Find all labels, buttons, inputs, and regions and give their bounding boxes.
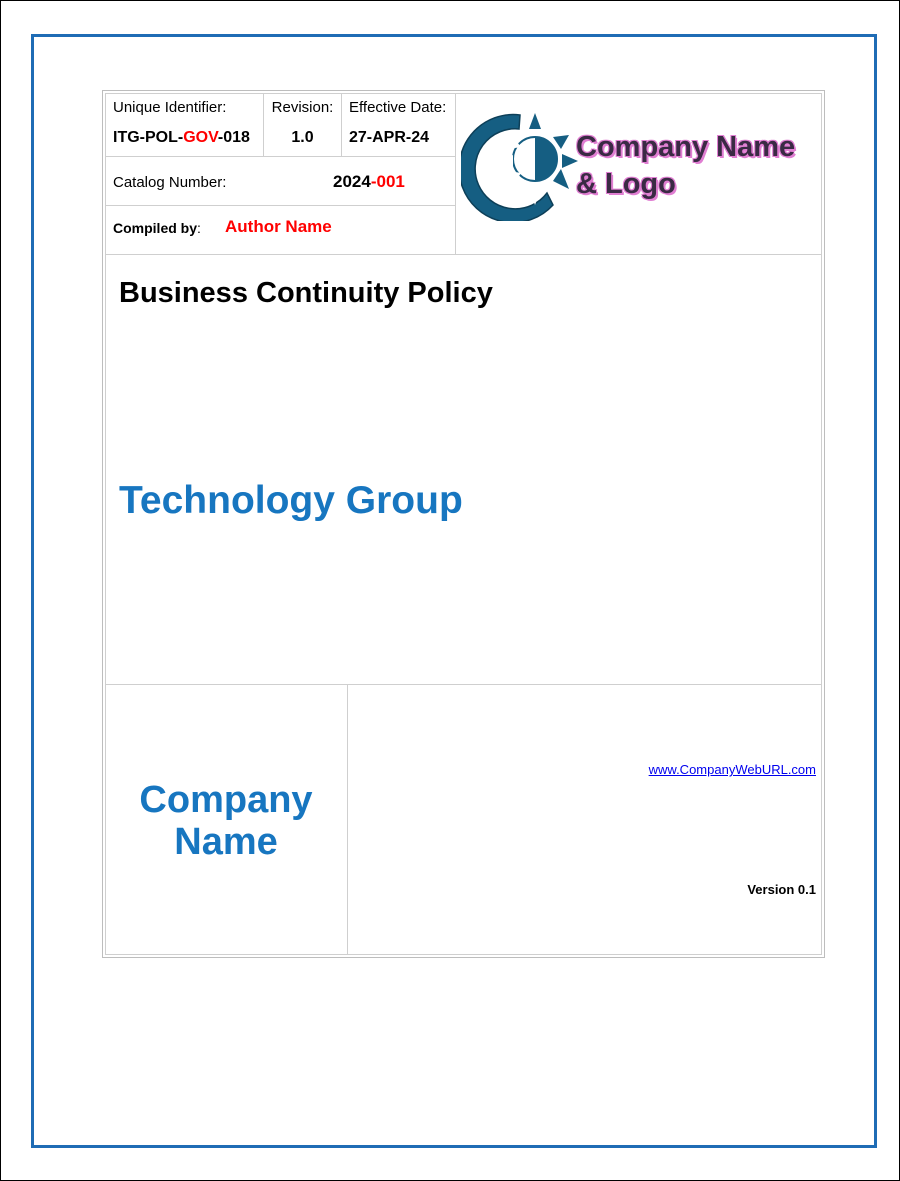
author-name: Author Name bbox=[225, 217, 332, 236]
company-name bbox=[106, 779, 346, 863]
revision-label: Revision: bbox=[271, 99, 334, 116]
company-name-line2: Name bbox=[174, 821, 278, 863]
group-name: Technology Group bbox=[119, 479, 463, 522]
version-label: Version 0.1 bbox=[747, 882, 816, 897]
divider-row1 bbox=[106, 156, 455, 157]
company-name-line1: Company bbox=[139, 779, 313, 821]
revision-value: 1.0 bbox=[291, 129, 314, 146]
divider-header-body bbox=[106, 254, 821, 255]
logo-text bbox=[576, 129, 795, 203]
unique-identifier-label: Unique Identifier: bbox=[113, 99, 227, 116]
unique-identifier-value: ITG-POL-GOV-018 bbox=[113, 129, 250, 146]
document-title: Business Continuity Policy bbox=[119, 277, 493, 309]
effective-date-value: 27-APR-24 bbox=[349, 129, 430, 146]
logo-text-line1: Company Name bbox=[576, 131, 796, 163]
divider-revision-date bbox=[341, 94, 342, 156]
logo-text-line2: & Logo bbox=[576, 168, 676, 200]
divider-row2 bbox=[106, 205, 455, 206]
divider-body-footer bbox=[106, 684, 821, 685]
cover-table bbox=[102, 90, 825, 958]
catalog-number-value: 2024-001 bbox=[333, 172, 405, 191]
company-url-link[interactable]: www.CompanyWebURL.com bbox=[648, 762, 816, 777]
effective-date-label: Effective Date: bbox=[349, 99, 447, 116]
catalog-number-label: Catalog Number: bbox=[113, 174, 227, 191]
divider-footer-cols bbox=[347, 684, 348, 954]
divider-header-logo bbox=[455, 94, 456, 254]
compiled-by-label: Compiled by: bbox=[113, 220, 201, 236]
cover-table-inner bbox=[105, 93, 822, 955]
company-logo-icon bbox=[461, 109, 579, 221]
